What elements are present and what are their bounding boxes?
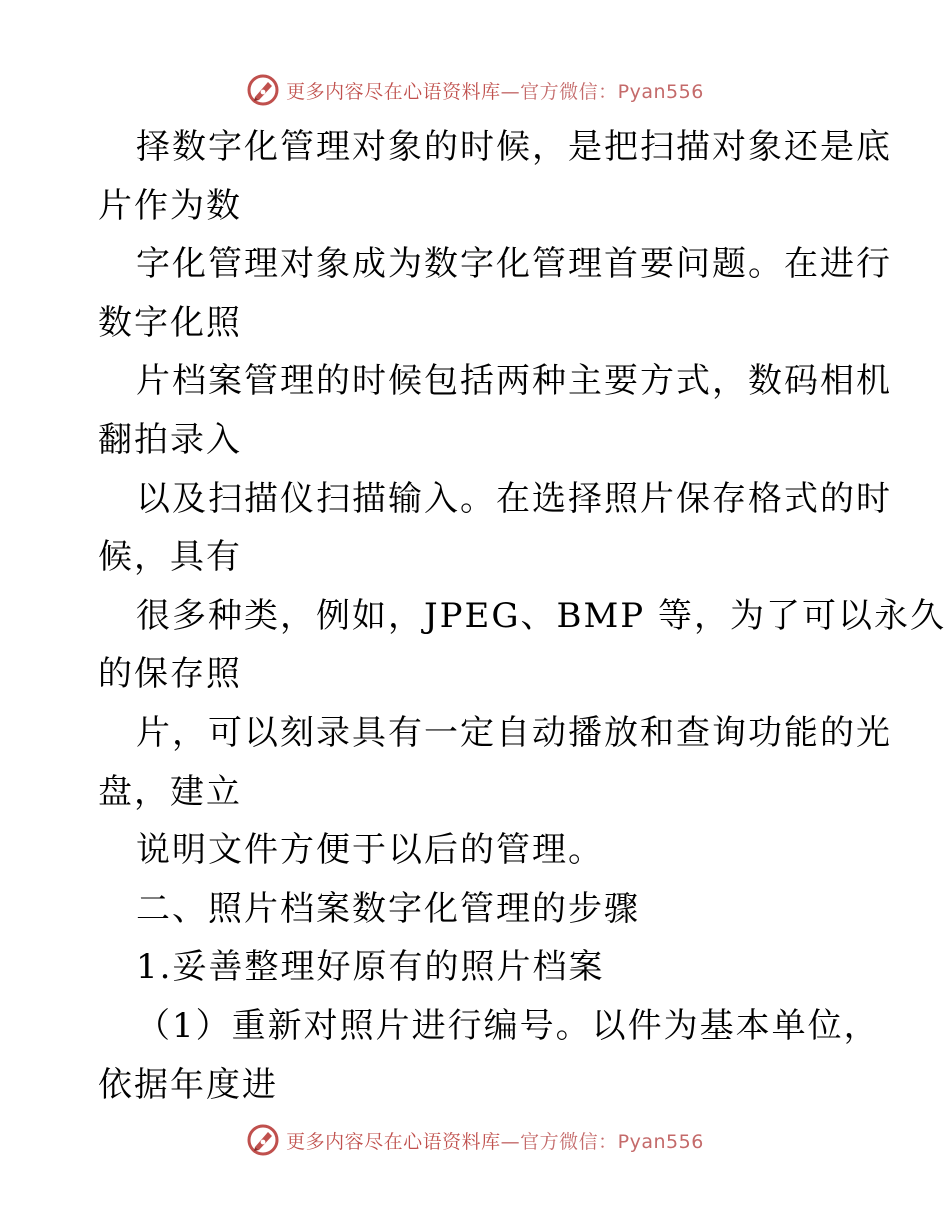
pen-logo-icon (246, 73, 280, 107)
text-line: 依据年度进 (98, 1064, 278, 1105)
text-line: 片作为数 (98, 185, 242, 226)
text-line: 字化管理对象成为数字化管理首要问题。在进行 (136, 244, 892, 285)
text-line: 很多种类，例如，JPEG、BMP 等，为了可以永久 (136, 595, 946, 636)
text-line: 的保存照 (98, 654, 242, 695)
text-line: 1.妥善整理好原有的照片档案 (136, 947, 605, 988)
text-line: 以及扫描仪扫描输入。在选择照片保存格式的时 (136, 478, 892, 519)
text-line: 二、照片档案数字化管理的步骤 (136, 888, 640, 929)
footer-watermark (0, 1120, 950, 1160)
watermark-text: 更多内容尽在心语资料库—官方微信：Pyan556 (286, 1130, 704, 1153)
text-line: 数字化照 (98, 302, 242, 343)
text-line: 说明文件方便于以后的管理。 (136, 830, 604, 871)
pen-logo-icon (246, 1123, 280, 1157)
document-body (98, 118, 946, 1114)
text-line: 择数字化管理对象的时候，是把扫描对象还是底 (136, 127, 892, 167)
watermark-text: 更多内容尽在心语资料库—官方微信：Pyan556 (286, 80, 704, 103)
text-line: （1）重新对照片进行编号。以件为基本单位， (136, 1005, 880, 1046)
text-line: 片档案管理的时候包括两种主要方式，数码相机 (136, 361, 892, 402)
header-watermark (0, 70, 950, 110)
text-line: 片，可以刻录具有一定自动播放和查询功能的光 (136, 712, 892, 753)
text-line: 候，具有 (98, 537, 242, 578)
text-line: 盘，建立 (98, 771, 242, 812)
text-line: 翻拍录入 (98, 419, 242, 460)
